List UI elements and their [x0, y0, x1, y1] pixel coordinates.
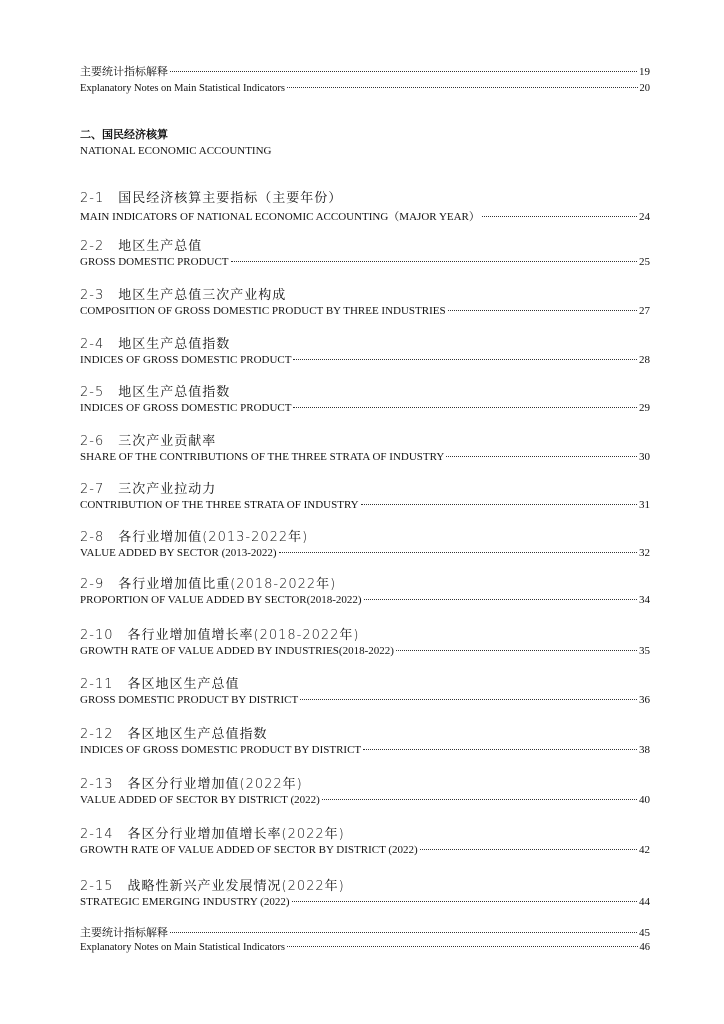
toc-entry-en[interactable]	[80, 547, 650, 559]
toc-page-number: 36	[639, 694, 650, 706]
toc-entry-en[interactable]	[80, 499, 650, 511]
dot-leader	[292, 901, 637, 902]
toc-title: VALUE ADDED BY SECTOR (2013-2022)	[80, 547, 277, 559]
toc-entry-cn[interactable]: 2-5 地区生产总值指数	[80, 385, 231, 400]
toc-entry-cn[interactable]: 2-7 三次产业拉动力	[80, 482, 217, 497]
toc-page-number: 46	[639, 942, 650, 953]
toc-entry-cn[interactable]: 2-11 各区地区生产总值	[80, 677, 240, 692]
toc-page-number: 31	[639, 499, 650, 511]
toc-entry-en[interactable]	[80, 645, 650, 657]
toc-title: 主要统计指标解释	[80, 927, 168, 939]
toc-title: VALUE ADDED OF SECTOR BY DISTRICT (2022)	[80, 794, 320, 806]
toc-title: GROWTH RATE OF VALUE ADDED OF SECTOR BY DISTRICT (2022)	[80, 844, 418, 856]
toc-title: GROWTH RATE OF VALUE ADDED BY INDUSTRIES(2018-2022)	[80, 645, 394, 657]
dot-leader	[293, 407, 637, 408]
toc-page-number: 24	[639, 211, 650, 223]
toc-page-number: 30	[639, 451, 650, 463]
section-title-cn: 二、国民经济核算	[80, 128, 168, 141]
toc-entry-en[interactable]	[80, 208, 650, 224]
dot-leader	[287, 87, 638, 88]
toc-page-number: 19	[639, 66, 650, 78]
toc-title: GROSS DOMESTIC PRODUCT BY DISTRICT	[80, 694, 299, 706]
dot-leader	[293, 359, 637, 360]
toc-entry-cn[interactable]: 2-15 战略性新兴产业发展情况(2022年)	[80, 879, 345, 894]
dot-leader	[279, 552, 637, 553]
toc-page-number: 20	[639, 83, 650, 94]
toc-entry-en[interactable]	[80, 896, 650, 908]
dot-leader	[287, 946, 638, 947]
toc-entry-en[interactable]	[80, 744, 650, 756]
toc-entry-en[interactable]	[80, 694, 650, 706]
toc-title: PROPORTION OF VALUE ADDED BY SECTOR(2018-2022)	[80, 594, 362, 606]
dot-leader	[170, 71, 637, 72]
dot-leader	[170, 932, 637, 933]
toc-notes-cn[interactable]	[80, 63, 650, 79]
toc-entry-en[interactable]	[80, 794, 650, 806]
toc-entry-cn[interactable]: 2-1 国民经济核算主要指标（主要年份）	[80, 191, 343, 206]
toc-page-number: 29	[639, 402, 650, 414]
dot-leader	[361, 504, 637, 505]
toc-page-number: 28	[639, 354, 650, 366]
dot-leader	[300, 699, 637, 700]
toc-entry-en[interactable]	[80, 354, 650, 366]
toc-entry-cn[interactable]: 2-14 各区分行业增加值增长率(2022年)	[80, 827, 345, 842]
dot-leader	[482, 216, 637, 217]
toc-title: Explanatory Notes on Main Statistical Indicators	[80, 83, 285, 94]
toc-notes-cn[interactable]	[80, 924, 650, 940]
toc-entry-en[interactable]	[80, 594, 650, 606]
dot-leader	[231, 261, 637, 262]
toc-entry-cn[interactable]: 2-12 各区地区生产总值指数	[80, 727, 268, 742]
toc-entry-cn[interactable]: 2-6 三次产业贡献率	[80, 434, 217, 449]
dot-leader	[448, 310, 637, 311]
toc-title: GROSS DOMESTIC PRODUCT	[80, 256, 229, 268]
toc-title: COMPOSITION OF GROSS DOMESTIC PRODUCT BY THREE INDUSTRIES	[80, 305, 446, 317]
toc-entry-cn[interactable]: 2-3 地区生产总值三次产业构成	[80, 288, 287, 303]
toc-title: 主要统计指标解释	[80, 66, 168, 78]
dot-leader	[363, 749, 637, 750]
toc-entry-cn[interactable]: 2-10 各行业增加值增长率(2018-2022年)	[80, 628, 360, 643]
toc-title: CONTRIBUTION OF THE THREE STRATA OF INDUSTRY	[80, 499, 359, 511]
dot-leader	[364, 599, 637, 600]
toc-title: MAIN INDICATORS OF NATIONAL ECONOMIC ACCOUNTING（MAJOR YEAR）	[80, 211, 480, 223]
toc-entry-cn[interactable]: 2-9 各行业增加值比重(2018-2022年)	[80, 577, 337, 592]
toc-notes-en[interactable]	[80, 942, 650, 953]
toc-page-number: 44	[639, 896, 650, 908]
toc-entry-cn[interactable]: 2-2 地区生产总值	[80, 239, 203, 254]
toc-entry-en[interactable]	[80, 844, 650, 856]
toc-entry-en[interactable]	[80, 402, 650, 414]
toc-entry-cn[interactable]: 2-8 各行业增加值(2013-2022年)	[80, 530, 309, 545]
toc-page-number: 27	[639, 305, 650, 317]
toc-title: INDICES OF GROSS DOMESTIC PRODUCT BY DISTRICT	[80, 744, 362, 756]
dot-leader	[446, 456, 637, 457]
toc-notes-en[interactable]	[80, 83, 650, 94]
toc-entry-en[interactable]	[80, 451, 650, 463]
toc-page-number: 45	[639, 927, 650, 939]
dot-leader	[322, 799, 637, 800]
toc-title: SHARE OF THE CONTRIBUTIONS OF THE THREE STRATA OF INDUSTRY	[80, 451, 445, 463]
dot-leader	[396, 650, 637, 651]
toc-entry-cn[interactable]: 2-4 地区生产总值指数	[80, 337, 231, 352]
toc-title: Explanatory Notes on Main Statistical Indicators	[80, 942, 285, 953]
toc-entry-en[interactable]	[80, 256, 650, 268]
toc-page-number: 38	[639, 744, 650, 756]
toc-page-number: 32	[639, 547, 650, 559]
toc-entry-cn[interactable]: 2-13 各区分行业增加值(2022年)	[80, 777, 303, 792]
toc-title: INDICES OF GROSS DOMESTIC PRODUCT	[80, 354, 292, 366]
section-title-en: NATIONAL ECONOMIC ACCOUNTING	[80, 145, 272, 157]
toc-title: INDICES OF GROSS DOMESTIC PRODUCT	[80, 402, 292, 414]
toc-page-number: 34	[639, 594, 650, 606]
toc-page-number: 42	[639, 844, 650, 856]
toc-title: STRATEGIC EMERGING INDUSTRY (2022)	[80, 896, 290, 908]
toc-page-number: 25	[639, 256, 650, 268]
toc-page-number: 40	[639, 794, 650, 806]
toc-entry-en[interactable]	[80, 305, 650, 317]
toc-page-number: 35	[639, 645, 650, 657]
dot-leader	[420, 849, 637, 850]
